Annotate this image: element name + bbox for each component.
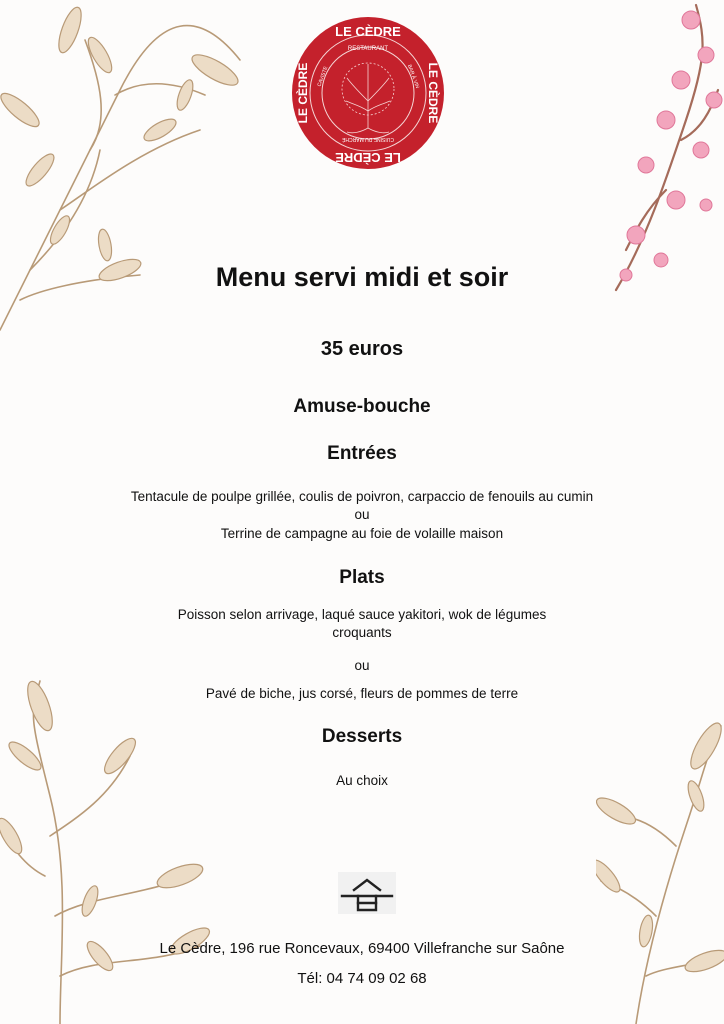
entrees-heading: Entrées [327,443,397,464]
restaurant-logo [291,16,445,170]
logo-ring-cuisine: CUISINE DU MARCHÉ [342,136,394,142]
logo-brand-right: LE CÈDRE [426,62,440,124]
entree-option-2: Terrine de campagne au foie de volaille maison [220,526,504,541]
menu-title: Menu servi midi et soir [215,262,509,292]
logo-ring-restaurant: RESTAURANT [347,46,389,52]
plat-option-1-line2: croquants [332,625,392,640]
footer-phone: Tél: 04 74 09 02 68 [297,970,427,987]
menu-price: 35 euros [320,338,404,360]
logo-brand-top: LE CÈDRE [335,24,401,39]
home-icon [338,872,396,914]
cherry-blossom-icon [606,0,724,300]
logo-ring-caviste: CAVISTE [316,65,330,88]
plat-option-2: Pavé de biche, jus corsé, fleurs de pommes de terre [205,686,519,701]
plat-or: ou [354,658,370,673]
logo-brand-bottom: LE CÈDRE [335,150,401,165]
entree-or: ou [354,507,370,522]
plat-option-1-line1: Poisson selon arrivage, laqué sauce yakitori, wok de légumes [177,607,547,622]
desserts-heading: Desserts [321,726,403,747]
plats-heading: Plats [339,567,385,588]
amuse-bouche-heading: Amuse-bouche [293,396,431,417]
entree-option-1: Tentacule de poulpe grillée, coulis de poivron, carpaccio de fenouils au cumin [130,489,594,504]
footer-address: Le Cèdre, 196 rue Roncevaux, 69400 Villefranche sur Saône [159,940,565,957]
logo-brand-left: LE CÈDRE [296,62,310,124]
desserts-text: Au choix [336,773,388,788]
logo-ring-bar: BAR À VIN [406,63,421,90]
